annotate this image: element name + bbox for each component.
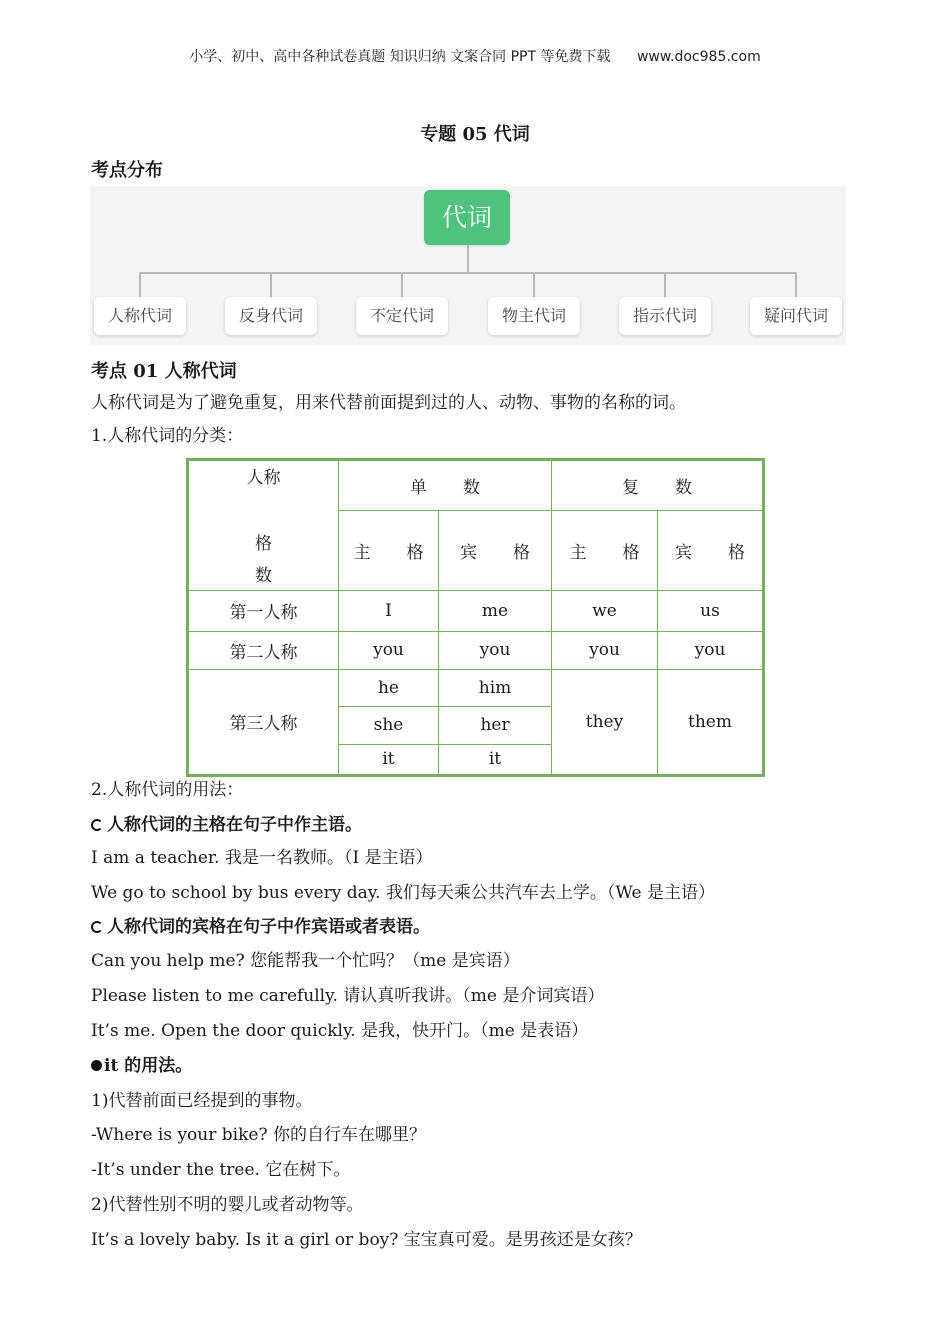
diagram-connector — [664, 272, 666, 297]
example-sentence: -It’s under the tree. 它在树下。 — [91, 1160, 351, 1180]
cell-singular-object: him — [439, 669, 552, 706]
cell-plural-subject: we — [552, 591, 658, 631]
example-sentence: Can you help me? 您能帮我一个忙吗？（me 是宾语） — [91, 951, 520, 971]
diagram-node-interrogative: 疑问代词 — [750, 297, 842, 335]
cell-singular-object: her — [439, 706, 552, 744]
cell-singular-object: it — [439, 744, 552, 775]
header-singular: 单 数 — [339, 460, 552, 511]
subheading-classification: 1.人称代词的分类： — [91, 426, 244, 446]
corner-case-label: 格 — [255, 534, 272, 554]
diagram-node-demonstrative: 指示代词 — [619, 297, 711, 335]
cell-plural-object: you — [658, 631, 764, 669]
cell-plural-object: them — [658, 669, 764, 775]
diagram-node-reflexive: 反身代词 — [225, 297, 317, 335]
diagram-connector — [139, 272, 141, 297]
section-heading-personal-pronouns: 考点 01 人称代词 — [91, 361, 237, 382]
diagram-connector — [795, 272, 797, 297]
page-title: 专题 05 代词 — [420, 124, 530, 145]
circle-bullet-icon — [91, 921, 103, 933]
example-sentence: We go to school by bus every day. 我们每天乘公共汽车去上学。（We 是主语） — [91, 883, 715, 903]
example-sentence: -Where is your bike? 你的自行车在哪里？ — [91, 1125, 426, 1145]
header-singular-object: 宾 格 — [439, 511, 552, 591]
diagram-root-node: 代词 — [424, 190, 510, 245]
diagram-node-personal: 人称代词 — [94, 297, 186, 335]
row-label: 第三人称 — [188, 669, 339, 775]
row-label: 第一人称 — [188, 591, 339, 631]
table-row — [188, 631, 764, 669]
corner-number-label: 数 — [255, 566, 272, 586]
header-plural-subject: 主 格 — [552, 511, 658, 591]
row-label: 第二人称 — [188, 631, 339, 669]
section-heading-distribution: 考点分布 — [91, 160, 163, 181]
usage-point-object: 人称代词的宾格在句子中作宾语或者表语。 — [91, 916, 430, 938]
topic-diagram — [90, 186, 846, 345]
page-header — [0, 46, 950, 66]
example-sentence: I am a teacher. 我是一名教师。（I 是主语） — [91, 848, 433, 868]
header-plural: 复 数 — [552, 460, 764, 511]
pronoun-table — [186, 458, 765, 777]
cell-singular-subject: it — [339, 744, 439, 775]
cell-singular-subject: I — [339, 591, 439, 631]
table-row — [188, 591, 764, 631]
diagram-connector — [533, 272, 535, 297]
cell-singular-subject: he — [339, 669, 439, 706]
example-sentence: It’s me. Open the door quickly. 是我，快开门。（me 是表语） — [91, 1021, 589, 1041]
cell-singular-object: me — [439, 591, 552, 631]
header-text: 小学、初中、高中各种试卷真题 知识归纳 文案合同 PPT 等免费下载 — [189, 49, 611, 65]
table-corner-cell — [188, 460, 339, 591]
diagram-branch-line — [139, 272, 797, 274]
header-singular-subject: 主 格 — [339, 511, 439, 591]
intro-paragraph: 人称代词是为了避免重复，用来代替前面提到过的人、动物、事物的名称的词。 — [91, 393, 686, 413]
cell-plural-object: us — [658, 591, 764, 631]
circle-bullet-icon — [91, 819, 103, 831]
cell-singular-subject: she — [339, 706, 439, 744]
cell-singular-object: you — [439, 631, 552, 669]
diagram-trunk-line — [467, 245, 469, 272]
it-usage-2: 2)代替性别不明的婴儿或者动物等。 — [91, 1195, 364, 1215]
diagram-connector — [270, 272, 272, 297]
header-url[interactable]: www.doc985.com — [636, 49, 761, 65]
example-sentence: It’s a lovely baby. Is it a girl or boy? 宝宝真可爱。是男孩还是女孩？ — [91, 1230, 642, 1250]
it-usage-1: 1)代替前面已经提到的事物。 — [91, 1091, 313, 1111]
cell-singular-subject: you — [339, 631, 439, 669]
diagram-node-possessive: 物主代词 — [488, 297, 580, 335]
usage-point-it: it 的用法。 — [91, 1055, 192, 1077]
dot-bullet-icon — [91, 1060, 102, 1071]
cell-plural-subject: they — [552, 669, 658, 775]
header-plural-object: 宾 格 — [658, 511, 764, 591]
diagram-node-indefinite: 不定代词 — [356, 297, 448, 335]
cell-plural-subject: you — [552, 631, 658, 669]
example-sentence: Please listen to me carefully. 请认真听我讲。（me 是介词宾语） — [91, 986, 605, 1006]
usage-point-subject: 人称代词的主格在句子中作主语。 — [91, 814, 362, 836]
subheading-usage: 2.人称代词的用法： — [91, 780, 244, 800]
diagram-connector — [401, 272, 403, 297]
table-row — [188, 669, 764, 706]
corner-person-label: 人称 — [246, 468, 281, 488]
